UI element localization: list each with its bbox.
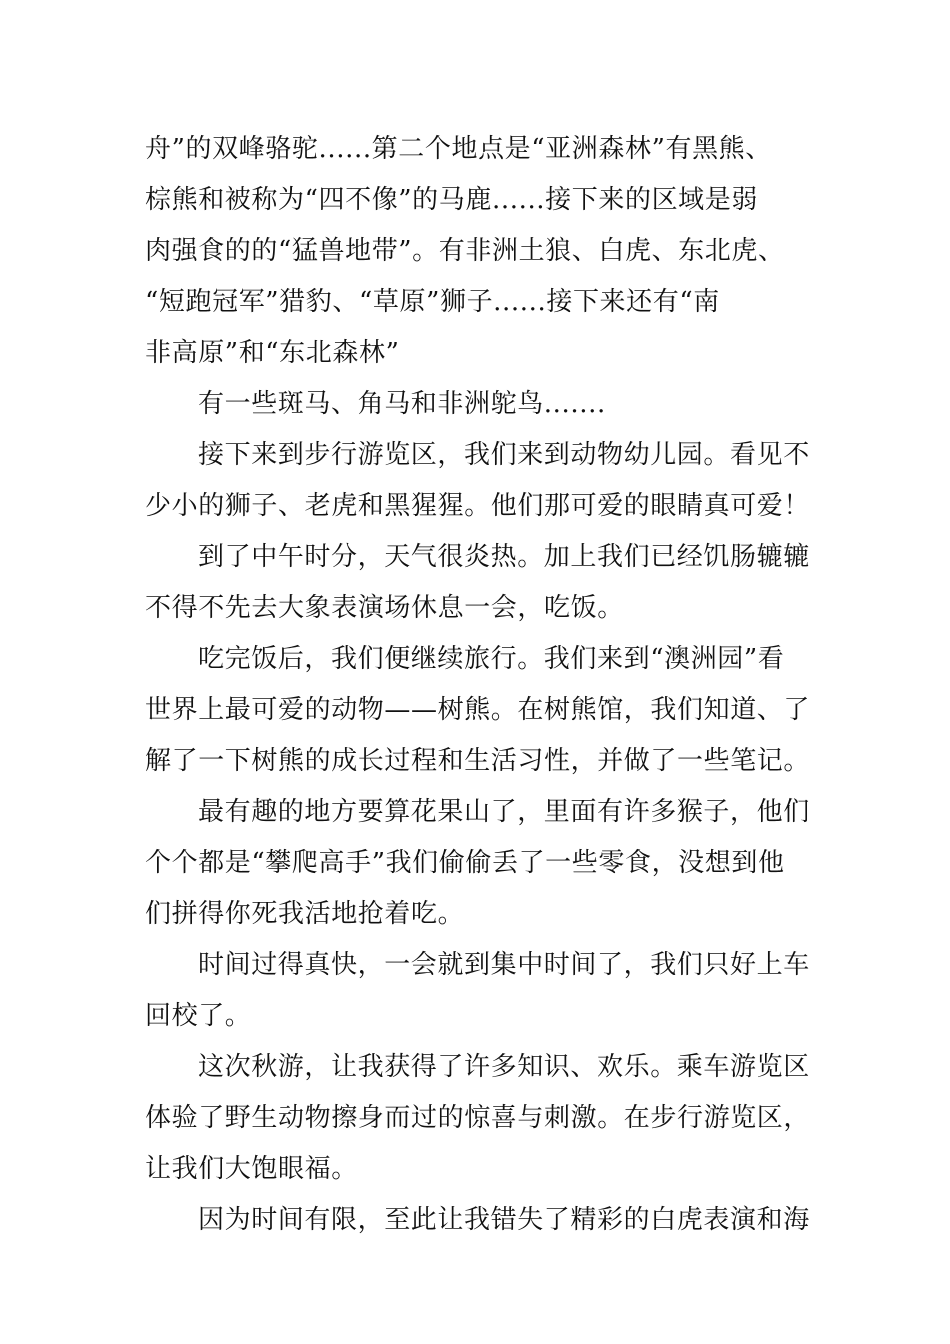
paragraph-start-line: 时间过得真快，一会就到集中时间了，我们只好上车 <box>198 950 810 980</box>
essay-body <box>145 124 815 1246</box>
text-line: 不得不先去大象表演场休息一会，吃饭。 <box>145 593 624 623</box>
paragraph-start-line: 因为时间有限，至此让我错失了精彩的白虎表演和海 <box>198 1205 810 1235</box>
text-line: 棕熊和被称为“四不像”的马鹿......接下来的区域是弱 <box>145 185 758 215</box>
text-line: 少小的狮子、老虎和黑猩猩。他们那可爱的眼睛真可爱！ <box>145 491 811 521</box>
paragraph-start-line: 吃完饭后，我们便继续旅行。我们来到“澳洲园”看 <box>198 644 785 674</box>
text-line: 们拼得你死我活地抢着吃。 <box>145 899 465 929</box>
paragraph-start-line: 最有趣的地方要算花果山了，里面有许多猴子，他们 <box>198 797 810 827</box>
paragraph-start-line: 到了中午时分，天气很炎热。加上我们已经饥肠辘辘 <box>198 542 810 572</box>
paragraph-start-line: 接下来到步行游览区，我们来到动物幼儿园。看见不 <box>198 440 810 470</box>
text-line: 个个都是“攀爬高手”我们偷偷丢了一些零食，没想到他 <box>145 848 785 878</box>
text-line: 体验了野生动物擦身而过的惊喜与刺激。在步行游览区， <box>145 1103 811 1133</box>
text-line: 世界上最可爱的动物——树熊。在树熊馆，我们知道、了 <box>145 695 811 725</box>
text-line: 舟”的双峰骆驼......第二个地点是“亚洲森林”有黑熊、 <box>145 134 772 164</box>
text-line: 肉强食的的“猛兽地带”。有非洲土狼、白虎、东北虎、 <box>145 236 785 266</box>
text-line: 让我们大饱眼福。 <box>145 1154 358 1184</box>
text-line: 解了一下树熊的成长过程和生活习性，并做了一些笔记。 <box>145 746 811 776</box>
paragraph-start-line: 这次秋游，让我获得了许多知识、欢乐。乘车游览区 <box>198 1052 810 1082</box>
paragraph-start-line: 有一些斑马、角马和非洲鸵鸟....... <box>198 389 606 419</box>
text-line: “短跑冠军”猎豹、“草原”狮子......接下来还有“南 <box>145 287 720 317</box>
text-line: 回校了。 <box>145 1001 252 1031</box>
text-line: 非高原”和“东北森林” <box>145 338 400 368</box>
